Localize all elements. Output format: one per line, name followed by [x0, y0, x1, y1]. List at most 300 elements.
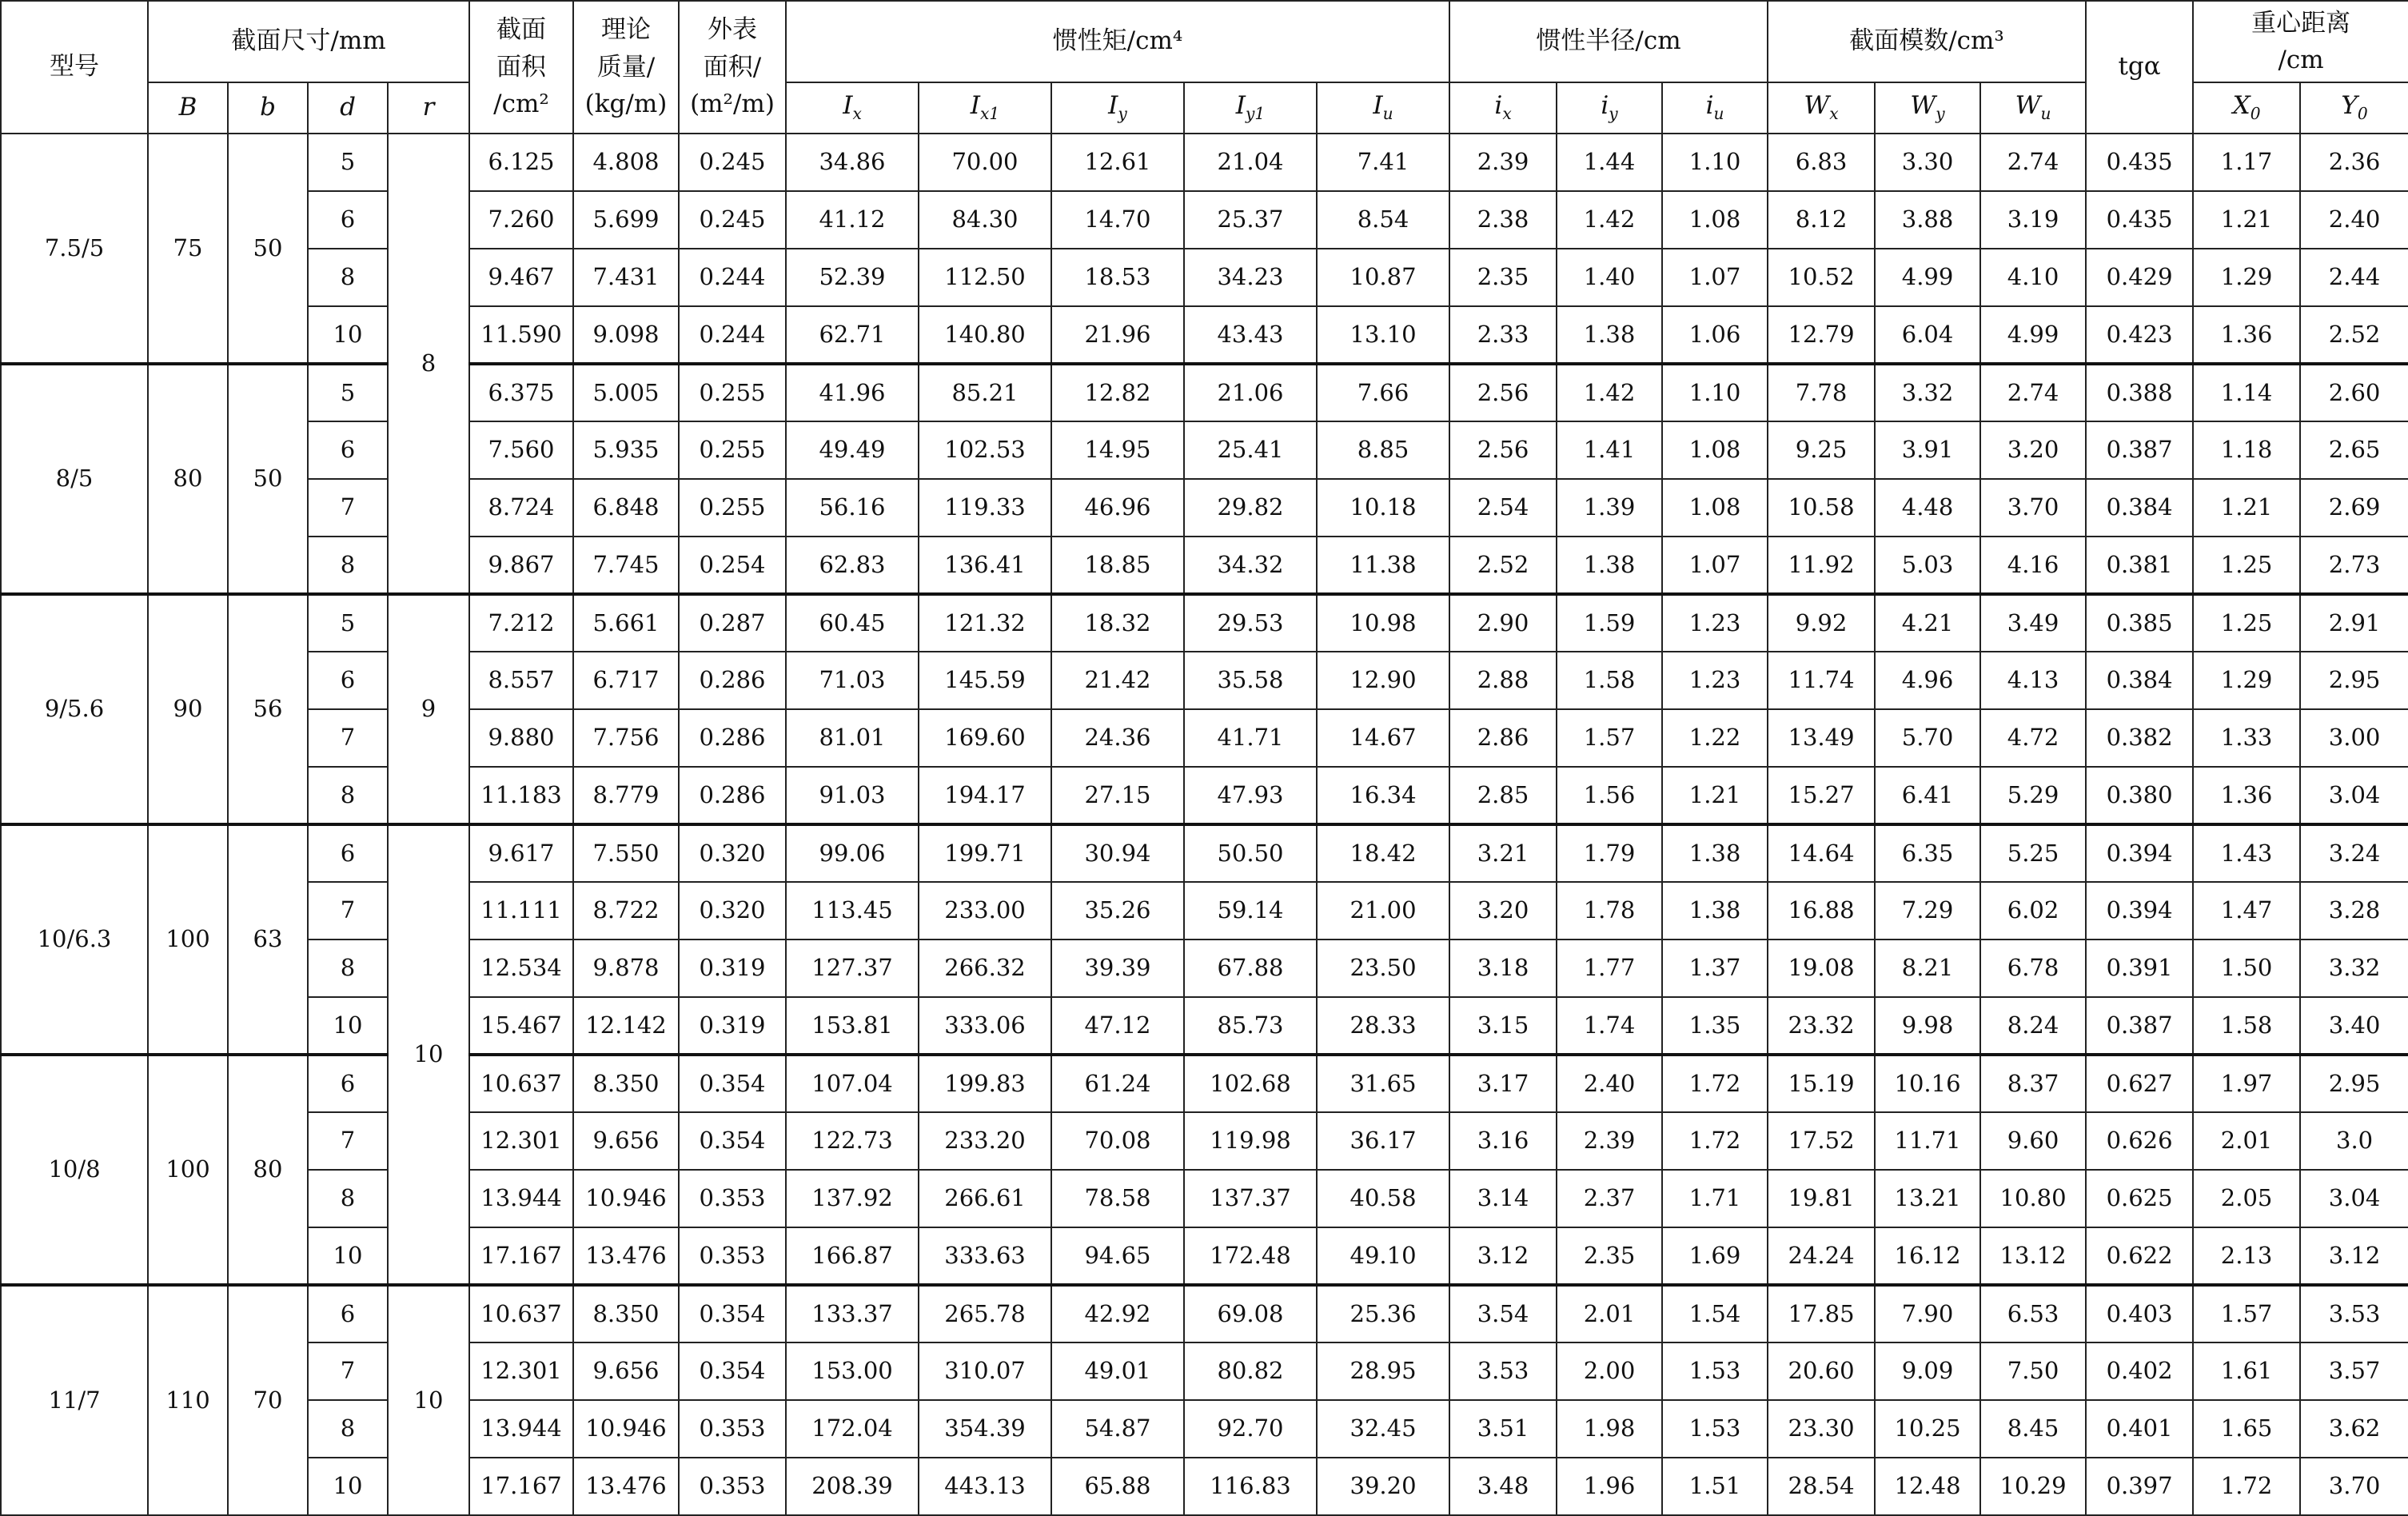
Y0-cell: 2.95: [2300, 652, 2408, 709]
iy-cell: 1.78: [1557, 882, 1662, 940]
X0-cell: 1.65: [2193, 1400, 2300, 1458]
tg-cell: 0.423: [2086, 306, 2193, 364]
b-cell: 70: [228, 1285, 308, 1515]
d-cell: 6: [308, 421, 388, 479]
col-X0-symbol: X: [2232, 91, 2251, 121]
table-row: [1, 479, 2408, 537]
Wy-cell: 9.98: [1875, 997, 1980, 1055]
Wu-cell: 3.19: [1980, 191, 2086, 249]
ix-cell: 3.17: [1449, 1055, 1557, 1112]
tg-cell: 0.387: [2086, 421, 2193, 479]
Ix-cell: 172.04: [786, 1400, 919, 1458]
iu-cell: 1.72: [1662, 1055, 1768, 1112]
Wx-cell: 11.92: [1768, 537, 1875, 594]
Wu-cell: 3.70: [1980, 479, 2086, 537]
Iy-cell: 18.32: [1051, 594, 1184, 652]
iu-cell: 1.37: [1662, 940, 1768, 997]
Ix-cell: 153.81: [786, 997, 919, 1055]
tg-cell: 0.394: [2086, 882, 2193, 940]
Iu-cell: 7.41: [1317, 134, 1449, 191]
area-cell: 11.183: [469, 767, 573, 824]
mass-header-line2: 质量/: [596, 52, 656, 82]
table-row: [1, 364, 2408, 421]
col-Wy-symbol: W: [1910, 91, 1936, 121]
col-iu-symbol: i: [1705, 91, 1714, 121]
mass-cell: 5.935: [573, 421, 679, 479]
X0-cell: 1.14: [2193, 364, 2300, 421]
col-ix-subscript: x: [1502, 104, 1512, 124]
Iu-cell: 10.98: [1317, 594, 1449, 652]
d-cell: 7: [308, 479, 388, 537]
Iu-cell: 25.36: [1317, 1285, 1449, 1342]
iy-cell: 1.42: [1557, 191, 1662, 249]
Wx-cell: 23.30: [1768, 1400, 1875, 1458]
Iy-cell: 18.53: [1051, 249, 1184, 306]
surface-header-line3: (m²/m): [690, 90, 775, 119]
Wx-cell: 13.49: [1768, 709, 1875, 767]
Wy-cell: 5.03: [1875, 537, 1980, 594]
ix-cell: 2.88: [1449, 652, 1557, 709]
mass-cell: 9.098: [573, 306, 679, 364]
Ix-cell: 62.83: [786, 537, 919, 594]
iy-cell: 1.41: [1557, 421, 1662, 479]
Y0-cell: 2.65: [2300, 421, 2408, 479]
iu-cell: 1.38: [1662, 824, 1768, 882]
B-cell: 110: [148, 1285, 228, 1515]
d-cell: 6: [308, 824, 388, 882]
tg-cell: 0.397: [2086, 1458, 2193, 1515]
Ix1-cell: 102.53: [919, 421, 1051, 479]
Ix-cell: 137.92: [786, 1170, 919, 1227]
table-row: [1, 1400, 2408, 1458]
Iy1-cell: 59.14: [1184, 882, 1317, 940]
iy-cell: 1.56: [1557, 767, 1662, 824]
d-cell: 5: [308, 134, 388, 191]
mass-cell: 8.350: [573, 1285, 679, 1342]
d-cell: 8: [308, 249, 388, 306]
Wx-cell: 20.60: [1768, 1342, 1875, 1400]
Wu-cell: 6.53: [1980, 1285, 2086, 1342]
surface-cell: 0.353: [679, 1227, 786, 1285]
Ix-cell: 133.37: [786, 1285, 919, 1342]
area-header-line1: 截面: [496, 15, 546, 45]
iy-cell: 2.35: [1557, 1227, 1662, 1285]
area-cell: 17.167: [469, 1227, 573, 1285]
Iy1-cell: 116.83: [1184, 1458, 1317, 1515]
Wx-cell: 11.74: [1768, 652, 1875, 709]
Wy-cell: 13.21: [1875, 1170, 1980, 1227]
iu-cell: 1.38: [1662, 882, 1768, 940]
Iy-cell: 14.95: [1051, 421, 1184, 479]
table-row: [1, 824, 2408, 882]
ix-cell: 2.39: [1449, 134, 1557, 191]
tg-cell: 0.402: [2086, 1342, 2193, 1400]
col-ix-symbol: i: [1494, 91, 1503, 121]
Iy1-cell: 21.04: [1184, 134, 1317, 191]
Ix-cell: 52.39: [786, 249, 919, 306]
Iy1-cell: 50.50: [1184, 824, 1317, 882]
Iu-cell: 31.65: [1317, 1055, 1449, 1112]
r-cell: 10: [388, 1285, 469, 1515]
Wu-cell: 7.50: [1980, 1342, 2086, 1400]
Wu-cell: 3.49: [1980, 594, 2086, 652]
X0-cell: 2.01: [2193, 1112, 2300, 1170]
area-header: [469, 1, 573, 134]
mass-cell: 9.878: [573, 940, 679, 997]
Ix-cell: 99.06: [786, 824, 919, 882]
ix-cell: 3.16: [1449, 1112, 1557, 1170]
iu-cell: 1.35: [1662, 997, 1768, 1055]
mass-cell: 4.808: [573, 134, 679, 191]
Iu-cell: 28.33: [1317, 997, 1449, 1055]
tg-cell: 0.429: [2086, 249, 2193, 306]
Wy-cell: 10.16: [1875, 1055, 1980, 1112]
ix-cell: 2.85: [1449, 767, 1557, 824]
d-cell: 6: [308, 652, 388, 709]
d-cell: 10: [308, 997, 388, 1055]
modulus-header: 截面模数/cm³: [1768, 1, 2086, 82]
area-cell: 10.637: [469, 1055, 573, 1112]
header-row-1: [1, 1, 2408, 82]
col-Iy1-symbol: I: [1235, 91, 1246, 121]
Iy-cell: 12.82: [1051, 364, 1184, 421]
iu-cell: 1.21: [1662, 767, 1768, 824]
Wu-cell: 3.20: [1980, 421, 2086, 479]
surface-cell: 0.353: [679, 1458, 786, 1515]
Ix-cell: 107.04: [786, 1055, 919, 1112]
table-row: [1, 1170, 2408, 1227]
table-row: [1, 421, 2408, 479]
d-cell: 10: [308, 1227, 388, 1285]
surface-header-line2: 面积/: [703, 52, 762, 82]
Ix-cell: 127.37: [786, 940, 919, 997]
iu-cell: 1.07: [1662, 537, 1768, 594]
b-cell: 56: [228, 594, 308, 824]
Ix1-cell: 70.00: [919, 134, 1051, 191]
area-cell: 11.590: [469, 306, 573, 364]
Ix-cell: 56.16: [786, 479, 919, 537]
Iy1-cell: 29.53: [1184, 594, 1317, 652]
table-row: [1, 594, 2408, 652]
d-cell: 7: [308, 1342, 388, 1400]
X0-cell: 1.29: [2193, 652, 2300, 709]
d-cell: 6: [308, 1285, 388, 1342]
model-header: 型号: [1, 1, 148, 134]
X0-cell: 1.57: [2193, 1285, 2300, 1342]
X0-cell: 1.72: [2193, 1458, 2300, 1515]
surface-cell: 0.286: [679, 709, 786, 767]
Wx-cell: 15.27: [1768, 767, 1875, 824]
iu-cell: 1.53: [1662, 1400, 1768, 1458]
table-row: [1, 1055, 2408, 1112]
Wy-cell: 11.71: [1875, 1112, 1980, 1170]
d-cell: 6: [308, 191, 388, 249]
surface-cell: 0.254: [679, 537, 786, 594]
Y0-cell: 3.70: [2300, 1458, 2408, 1515]
ix-cell: 2.56: [1449, 421, 1557, 479]
Wy-cell: 3.32: [1875, 364, 1980, 421]
dims-header: 截面尺寸/mm: [148, 1, 469, 82]
surface-cell: 0.354: [679, 1055, 786, 1112]
ix-cell: 2.54: [1449, 479, 1557, 537]
Y0-cell: 3.04: [2300, 1170, 2408, 1227]
X0-cell: 1.36: [2193, 306, 2300, 364]
Ix1-cell: 266.32: [919, 940, 1051, 997]
iu-cell: 1.54: [1662, 1285, 1768, 1342]
Iy1-cell: 47.93: [1184, 767, 1317, 824]
Iu-cell: 8.85: [1317, 421, 1449, 479]
iu-cell: 1.10: [1662, 364, 1768, 421]
Wx-cell: 17.52: [1768, 1112, 1875, 1170]
table-row: [1, 1112, 2408, 1170]
d-cell: 8: [308, 940, 388, 997]
X0-cell: 1.47: [2193, 882, 2300, 940]
model-cell: 9/5.6: [1, 594, 148, 824]
Iu-cell: 13.10: [1317, 306, 1449, 364]
col-Y0-subscript: 0: [2357, 104, 2368, 124]
col-Ix-symbol: I: [843, 91, 853, 121]
Iu-cell: 23.50: [1317, 940, 1449, 997]
d-cell: 10: [308, 306, 388, 364]
Iy1-cell: 119.98: [1184, 1112, 1317, 1170]
Wu-cell: 9.60: [1980, 1112, 2086, 1170]
tg-cell: 0.391: [2086, 940, 2193, 997]
col-Wy-subscript: y: [1936, 104, 1945, 124]
area-cell: 12.301: [469, 1342, 573, 1400]
X0-cell: 1.36: [2193, 767, 2300, 824]
Ix1-cell: 119.33: [919, 479, 1051, 537]
X0-cell: 1.29: [2193, 249, 2300, 306]
Wy-cell: 16.12: [1875, 1227, 1980, 1285]
Ix-cell: 41.12: [786, 191, 919, 249]
table-row: [1, 709, 2408, 767]
X0-cell: 1.43: [2193, 824, 2300, 882]
Wx-cell: 9.92: [1768, 594, 1875, 652]
Iy1-cell: 25.37: [1184, 191, 1317, 249]
col-d-header: d: [308, 82, 388, 134]
ix-cell: 2.86: [1449, 709, 1557, 767]
mass-cell: 7.756: [573, 709, 679, 767]
Y0-cell: 2.44: [2300, 249, 2408, 306]
Iu-cell: 10.18: [1317, 479, 1449, 537]
col-Wx-subscript: x: [1829, 104, 1839, 124]
Ix1-cell: 333.06: [919, 997, 1051, 1055]
Iy1-cell: 25.41: [1184, 421, 1317, 479]
Iy-cell: 65.88: [1051, 1458, 1184, 1515]
col-Iu-header: [1317, 82, 1449, 134]
area-cell: 9.617: [469, 824, 573, 882]
Wu-cell: 2.74: [1980, 364, 2086, 421]
Wu-cell: 4.72: [1980, 709, 2086, 767]
iy-cell: 2.39: [1557, 1112, 1662, 1170]
mass-cell: 6.717: [573, 652, 679, 709]
Y0-cell: 3.00: [2300, 709, 2408, 767]
surface-cell: 0.353: [679, 1170, 786, 1227]
ix-cell: 3.54: [1449, 1285, 1557, 1342]
table-row: [1, 306, 2408, 364]
X0-cell: 1.58: [2193, 997, 2300, 1055]
Ix-cell: 62.71: [786, 306, 919, 364]
Wy-cell: 3.91: [1875, 421, 1980, 479]
Ix-cell: 34.86: [786, 134, 919, 191]
Iy1-cell: 21.06: [1184, 364, 1317, 421]
Wu-cell: 2.74: [1980, 134, 2086, 191]
Ix1-cell: 354.39: [919, 1400, 1051, 1458]
Ix-cell: 91.03: [786, 767, 919, 824]
Y0-cell: 3.62: [2300, 1400, 2408, 1458]
col-b-header: b: [228, 82, 308, 134]
Iy1-cell: 102.68: [1184, 1055, 1317, 1112]
b-cell: 50: [228, 364, 308, 594]
iy-cell: 1.40: [1557, 249, 1662, 306]
Iy-cell: 27.15: [1051, 767, 1184, 824]
Ix-cell: 113.45: [786, 882, 919, 940]
Wy-cell: 7.90: [1875, 1285, 1980, 1342]
surface-header-line1: 外表: [708, 15, 757, 45]
area-cell: 13.944: [469, 1170, 573, 1227]
Iu-cell: 14.67: [1317, 709, 1449, 767]
iy-cell: 1.79: [1557, 824, 1662, 882]
tg-cell: 0.401: [2086, 1400, 2193, 1458]
Iy1-cell: 172.48: [1184, 1227, 1317, 1285]
ix-cell: 3.48: [1449, 1458, 1557, 1515]
Iy-cell: 18.85: [1051, 537, 1184, 594]
area-cell: 10.637: [469, 1285, 573, 1342]
model-cell: 11/7: [1, 1285, 148, 1515]
Y0-cell: 3.28: [2300, 882, 2408, 940]
area-cell: 15.467: [469, 997, 573, 1055]
iy-cell: 1.42: [1557, 364, 1662, 421]
iu-cell: 1.23: [1662, 652, 1768, 709]
Iy1-cell: 35.58: [1184, 652, 1317, 709]
Iu-cell: 11.38: [1317, 537, 1449, 594]
Wy-cell: 7.29: [1875, 882, 1980, 940]
Wu-cell: 10.80: [1980, 1170, 2086, 1227]
Ix-cell: 71.03: [786, 652, 919, 709]
table-row: [1, 940, 2408, 997]
col-Y0-symbol: Y: [2341, 91, 2358, 121]
d-cell: 6: [308, 1055, 388, 1112]
d-cell: 5: [308, 364, 388, 421]
Iy1-cell: 92.70: [1184, 1400, 1317, 1458]
col-Ix1-subscript: x1: [980, 104, 1000, 124]
Iu-cell: 28.95: [1317, 1342, 1449, 1400]
iy-cell: 2.40: [1557, 1055, 1662, 1112]
iu-cell: 1.71: [1662, 1170, 1768, 1227]
Y0-cell: 3.53: [2300, 1285, 2408, 1342]
Wx-cell: 8.12: [1768, 191, 1875, 249]
Iu-cell: 49.10: [1317, 1227, 1449, 1285]
Y0-cell: 2.69: [2300, 479, 2408, 537]
Y0-cell: 2.36: [2300, 134, 2408, 191]
iy-cell: 2.37: [1557, 1170, 1662, 1227]
Iy-cell: 35.26: [1051, 882, 1184, 940]
Wy-cell: 3.30: [1875, 134, 1980, 191]
Iy-cell: 30.94: [1051, 824, 1184, 882]
col-X0-subscript: 0: [2250, 104, 2261, 124]
ix-cell: 3.14: [1449, 1170, 1557, 1227]
surface-cell: 0.320: [679, 824, 786, 882]
col-Iy1-subscript: y1: [1246, 104, 1266, 124]
Y0-cell: 3.12: [2300, 1227, 2408, 1285]
mass-cell: 5.005: [573, 364, 679, 421]
B-cell: 100: [148, 1055, 228, 1285]
Ix1-cell: 265.78: [919, 1285, 1051, 1342]
surface-cell: 0.244: [679, 249, 786, 306]
Ix1-cell: 310.07: [919, 1342, 1051, 1400]
Wu-cell: 8.24: [1980, 997, 2086, 1055]
r-cell: 9: [388, 594, 469, 824]
ix-cell: 2.56: [1449, 364, 1557, 421]
Iu-cell: 8.54: [1317, 191, 1449, 249]
iy-cell: 1.59: [1557, 594, 1662, 652]
model-cell: 7.5/5: [1, 134, 148, 364]
surface-cell: 0.354: [679, 1342, 786, 1400]
mass-cell: 10.946: [573, 1170, 679, 1227]
X0-cell: 2.13: [2193, 1227, 2300, 1285]
Iu-cell: 32.45: [1317, 1400, 1449, 1458]
B-cell: 90: [148, 594, 228, 824]
Wu-cell: 4.10: [1980, 249, 2086, 306]
ix-cell: 3.18: [1449, 940, 1557, 997]
b-cell: 63: [228, 824, 308, 1055]
Iy-cell: 94.65: [1051, 1227, 1184, 1285]
area-cell: 11.111: [469, 882, 573, 940]
Ix-cell: 166.87: [786, 1227, 919, 1285]
area-cell: 8.557: [469, 652, 573, 709]
Wx-cell: 12.79: [1768, 306, 1875, 364]
Iu-cell: 10.87: [1317, 249, 1449, 306]
B-cell: 100: [148, 824, 228, 1055]
tg-cell: 0.622: [2086, 1227, 2193, 1285]
col-Ix1-symbol: I: [970, 91, 981, 121]
Iy-cell: 24.36: [1051, 709, 1184, 767]
Wx-cell: 10.52: [1768, 249, 1875, 306]
Ix1-cell: 194.17: [919, 767, 1051, 824]
Iy1-cell: 85.73: [1184, 997, 1317, 1055]
col-Wx-symbol: W: [1804, 91, 1830, 121]
ix-cell: 3.12: [1449, 1227, 1557, 1285]
mass-cell: 10.946: [573, 1400, 679, 1458]
X0-cell: 1.25: [2193, 594, 2300, 652]
mass-header: [573, 1, 679, 134]
Ix-cell: 122.73: [786, 1112, 919, 1170]
Wy-cell: 6.04: [1875, 306, 1980, 364]
tg-cell: 0.403: [2086, 1285, 2193, 1342]
Ix-cell: 81.01: [786, 709, 919, 767]
area-header-line3: /cm²: [493, 90, 549, 119]
mass-cell: 7.745: [573, 537, 679, 594]
Iy-cell: 21.42: [1051, 652, 1184, 709]
ix-cell: 3.21: [1449, 824, 1557, 882]
Iy1-cell: 69.08: [1184, 1285, 1317, 1342]
iy-cell: 2.00: [1557, 1342, 1662, 1400]
Iy-cell: 54.87: [1051, 1400, 1184, 1458]
surface-cell: 0.255: [679, 479, 786, 537]
table-row: [1, 767, 2408, 824]
Wx-cell: 19.08: [1768, 940, 1875, 997]
Y0-cell: 3.24: [2300, 824, 2408, 882]
Y0-cell: 3.04: [2300, 767, 2408, 824]
area-cell: 9.467: [469, 249, 573, 306]
area-cell: 13.944: [469, 1400, 573, 1458]
d-cell: 8: [308, 1170, 388, 1227]
B-cell: 75: [148, 134, 228, 364]
tg-cell: 0.435: [2086, 191, 2193, 249]
col-Wy-header: [1875, 82, 1980, 134]
Wx-cell: 9.25: [1768, 421, 1875, 479]
Iy-cell: 61.24: [1051, 1055, 1184, 1112]
